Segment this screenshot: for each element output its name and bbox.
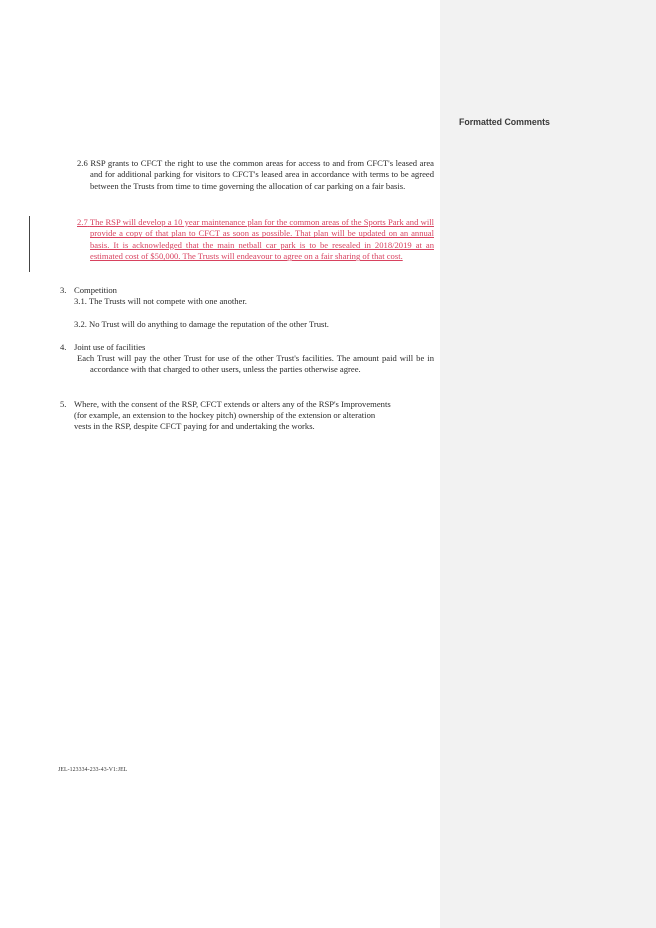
section-5-cont (74, 410, 375, 433)
clause-2-7-number: 2.7 (77, 217, 88, 227)
clause-3-1-body: The Trusts will not compete with one another. (88, 296, 247, 306)
section-4-text: Each Trust will pay the other Trust for use of the other Trust's facilities. The amount paid will be in accordance with that charged to other users, unless the parties otherwise agree. (77, 353, 434, 375)
section-3-number: 3. (60, 285, 67, 295)
comment-pane (440, 0, 656, 928)
clause-2-7-body: The RSP will develop a 10 year maintenance plan for the common areas of the Sports Park and will provide a copy of that plan to CFCT as soon as possible. That plan will be updated on an annual basis. It is acknowledged that the main netball car park is to be resealed in 2018/2019 at an estimated cost of $50,000. The Trusts will endeavour to agree on a fair sharing of that cost. (89, 217, 434, 262)
clause-2-6-text (77, 158, 434, 192)
clause-3-2-body: No Trust will do anything to damage the reputation of the other Trust. (89, 319, 329, 329)
section-4-number: 4. (60, 342, 67, 352)
clause-3-2 (74, 319, 329, 330)
section-3-title: Competition (74, 285, 117, 295)
clause-2-6-number: 2.6 (77, 158, 88, 168)
section-4-body (77, 353, 434, 376)
clause-2-7 (77, 217, 434, 263)
clause-3-2-number: 3.2. (74, 319, 87, 329)
document-footer-id: JEL-123334-233-43-V1:JEL (58, 767, 128, 773)
comment-pane-header: Formatted Comments (459, 117, 550, 127)
clause-2-6-body: RSP grants to CFCT the right to use the common areas for access to and from CFCT's leased area and for additional parking for visitors to CFCT's leased area in accordance with terms to be agreed between the Trusts from time to time governing the allocation of car parking on a fair basis. (90, 158, 434, 191)
section-3-heading (60, 285, 117, 296)
section-4-heading (60, 342, 145, 353)
section-4-title: Joint use of facilities (74, 342, 146, 352)
section-5-line-2: (for example, an extension to the hockey pitch) ownership of the extension or alteration (74, 410, 376, 420)
clause-2-7-text (77, 217, 434, 263)
section-5 (60, 399, 391, 410)
section-5-number: 5. (60, 399, 67, 409)
clause-3-1 (74, 296, 247, 307)
clause-2-6 (77, 158, 434, 192)
section-5-line-3: vests in the RSP, despite CFCT paying for and undertaking the works. (74, 421, 315, 432)
change-bar (29, 216, 30, 272)
clause-3-1-number: 3.1. (74, 296, 87, 306)
section-5-line-1: Where, with the consent of the RSP, CFCT extends or alters any of the RSP's Improvements (74, 399, 391, 409)
